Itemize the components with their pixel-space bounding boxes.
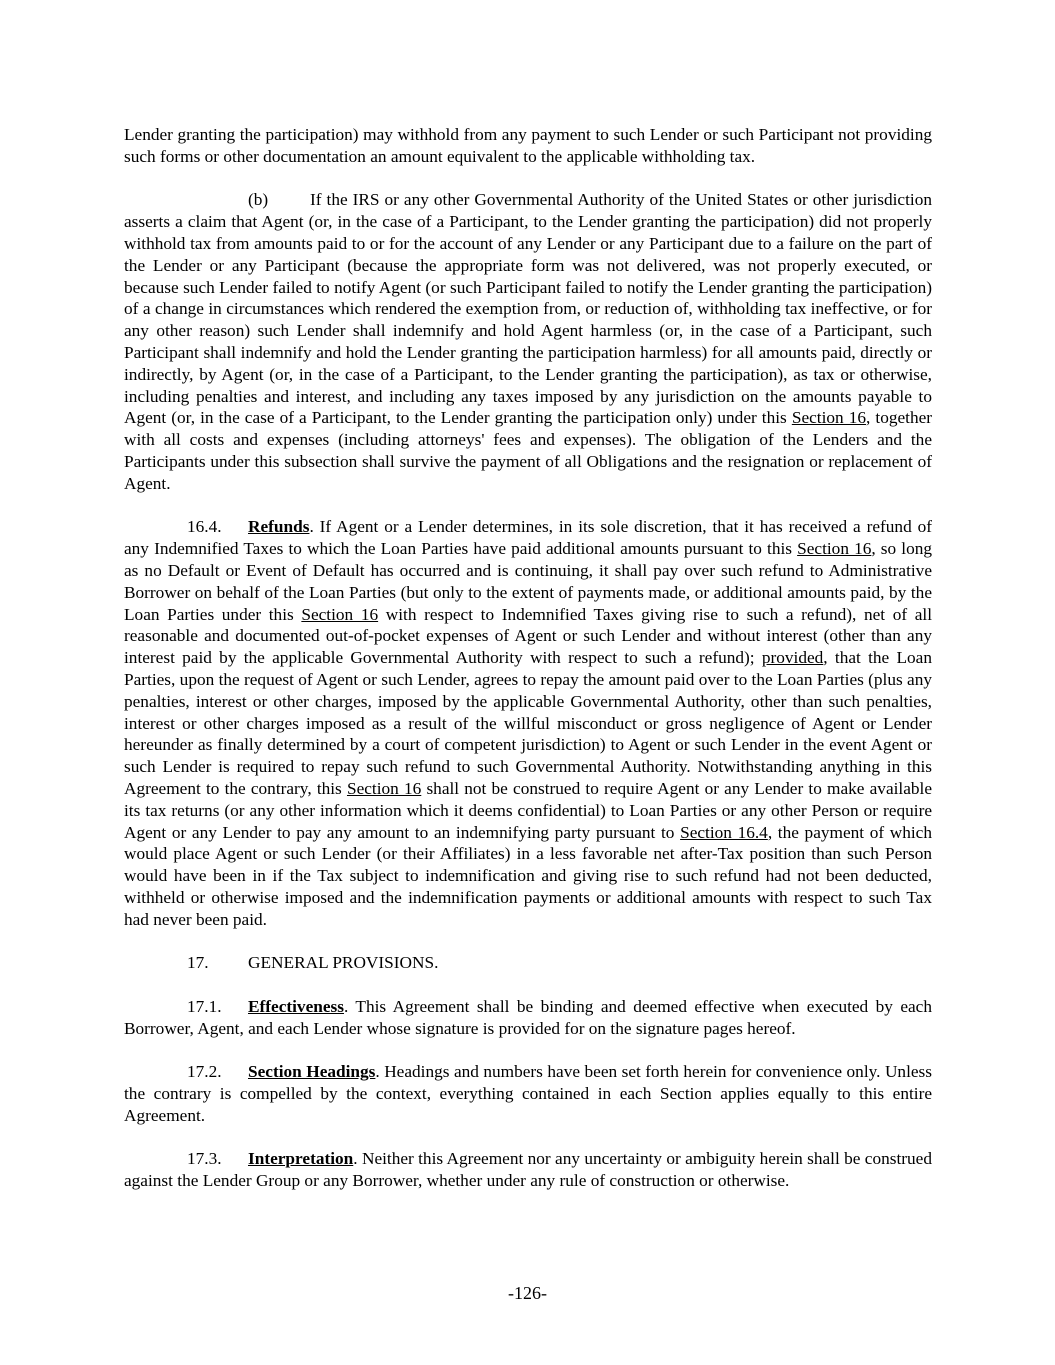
section-17-2-paragraph (124, 1061, 932, 1126)
document-body (124, 124, 932, 1214)
section-16-4-reference: Section 16.4 (680, 822, 768, 842)
page-number: -126- (508, 1283, 547, 1303)
section-17-2-number: 17.2. (187, 1062, 222, 1082)
section-17-3-paragraph (124, 1148, 932, 1192)
section-16-4-text-2: , so long as no Default or Event of Default has occurred and is continuing, it shall pay over such refund to Administrative Borrower on behalf of the Loan Parties (but only to the extent of payments made, or additional amounts paid, by the Loan Parties under this (124, 539, 932, 624)
section-16-4-text-3: with respect to Indemnified Taxes giving rise to such a refund), net of all reasonable and documented out-of-pocket expenses of Agent or such Lender and without interest (other than any interest paid by the applicable Governmental Authority with respect to such a refund); (124, 604, 933, 668)
section-17-3-text: . Neither this Agreement nor any uncertainty or ambiguity herein shall be construed against the Lender Group or any Borrower, whether under any rule of construction or otherwise. (124, 1149, 932, 1191)
paragraph-b (124, 189, 932, 494)
section-16-4-heading: Refunds (248, 517, 310, 537)
section-16-reference: Section 16 (346, 778, 422, 798)
section-17-3-number: 17.3. (187, 1149, 222, 1169)
section-17-1-text: . This Agreement shall be binding and deemed effective when executed by each Borrower, Agent, and each Lender whose signature is provided for on the signature pages hereof. (124, 996, 932, 1038)
section-16-4-text-4: , that the Loan Parties, upon the request of Agent or such Lender, agrees to repay the amount paid over to the Loan Parties (plus any penalties, interest or other charges, imposed by the applicable Governmental Authority, other than such penalties, interest or other charges imposed as a result of the willful misconduct or gross negligence of Agent or Lender hereunder as finally determined by a court of competent jurisdiction) to Agent or such Lender in the event Agent or such Lender is required to repay such refund to such Governmental Authority. Notwithstanding anything in this Agreement to the contrary, this (124, 648, 932, 798)
section-17-1-paragraph (124, 996, 932, 1040)
provided-term: provided (761, 648, 824, 668)
section-17-2-heading: Section Headings (248, 1062, 376, 1082)
section-17-1-number: 17.1. (187, 996, 222, 1016)
paragraph-b-text-after: , together with all costs and expenses (including attorneys' fees and expenses). The obligation of the Lenders and the Participants under this subsection shall survive the payment of all Obligations and the resignation or replacement of Agent. (124, 408, 933, 493)
section-17-1-heading: Effectiveness (248, 996, 344, 1016)
section-16-reference: Section 16 (791, 408, 867, 428)
section-16-reference: Section 16 (797, 539, 872, 559)
section-17-heading-paragraph (124, 952, 932, 974)
section-16-4-text-1: . If Agent or a Lender determines, in its sole discretion, that it has received a refund of any Indemnified Taxes to which the Loan Parties have paid additional amounts pursuant to this (124, 517, 932, 559)
section-16-reference: Section 16 (301, 604, 379, 624)
paragraph-b-number: (b) (248, 190, 269, 210)
paragraph-b-text: If the IRS or any other Governmental Authority of the United States or other jurisdiction asserts a claim that Agent (or, in the case of a Participant, to the Lender granting the participation) did not properly withhold tax from amounts paid to or for the account of any Lender or any Participant due to a failure on the part of the Lender or any Participant (because the appropriate form was not delivered, was not properly executed, or because such Lender failed to notify Agent (or such Participant failed to notify the Lender granting the participation) of a change in circumstances which rendered the exemption from, or reduction of, withholding tax ineffective, or for any other reason) such Lender shall indemnify and hold Agent harmless (or, in the case of a Participant, such Participant shall indemnify and hold the Lender granting the participation harmless) for all amounts paid, directly or indirectly, by Agent (or, in the case of a Participant, to the Lender granting the participation), as tax or otherwise, including penalties and interest, and including any taxes imposed by any jurisdiction on the amounts payable to Agent (or, in the case of a Participant, to the Lender granting the participation only) under this (124, 190, 932, 428)
section-17-number: 17. (187, 953, 209, 973)
continuation-paragraph (124, 124, 932, 168)
continuation-text: Lender granting the participation) may withhold from any payment to such Lender or such Participant not providing such forms or other documentation an amount equivalent to the applicable withholding tax. (124, 125, 932, 166)
section-17-3-heading: Interpretation (248, 1149, 354, 1169)
section-16-4-paragraph (124, 516, 932, 930)
section-16-4-text-5: shall not be construed to require Agent or any Lender to make available its tax returns (or any other information which it deems confidential) to Loan Parties or any other Person or require Agent or any Lender to pay any amount to an indemnifying party pursuant to (124, 778, 933, 842)
section-17-title: GENERAL PROVISIONS. (248, 953, 439, 973)
section-16-4-text-6: , the payment of which would place Agent or such Lender (or their Affiliates) in a less favorable net after-Tax position than such Person would have been in if the Tax subject to indemnification and giving rise to such refund had not been deducted, withheld or otherwise imposed and the indemnification payments or additional amounts with respect to such Tax had never been paid. (124, 822, 932, 929)
section-17-2-text: . Headings and numbers have been set forth herein for convenience only. Unless the contrary is compelled by the context, everything contained in each Section applies equally to this entire Agreement. (124, 1062, 932, 1125)
section-16-4-number: 16.4. (187, 517, 222, 537)
